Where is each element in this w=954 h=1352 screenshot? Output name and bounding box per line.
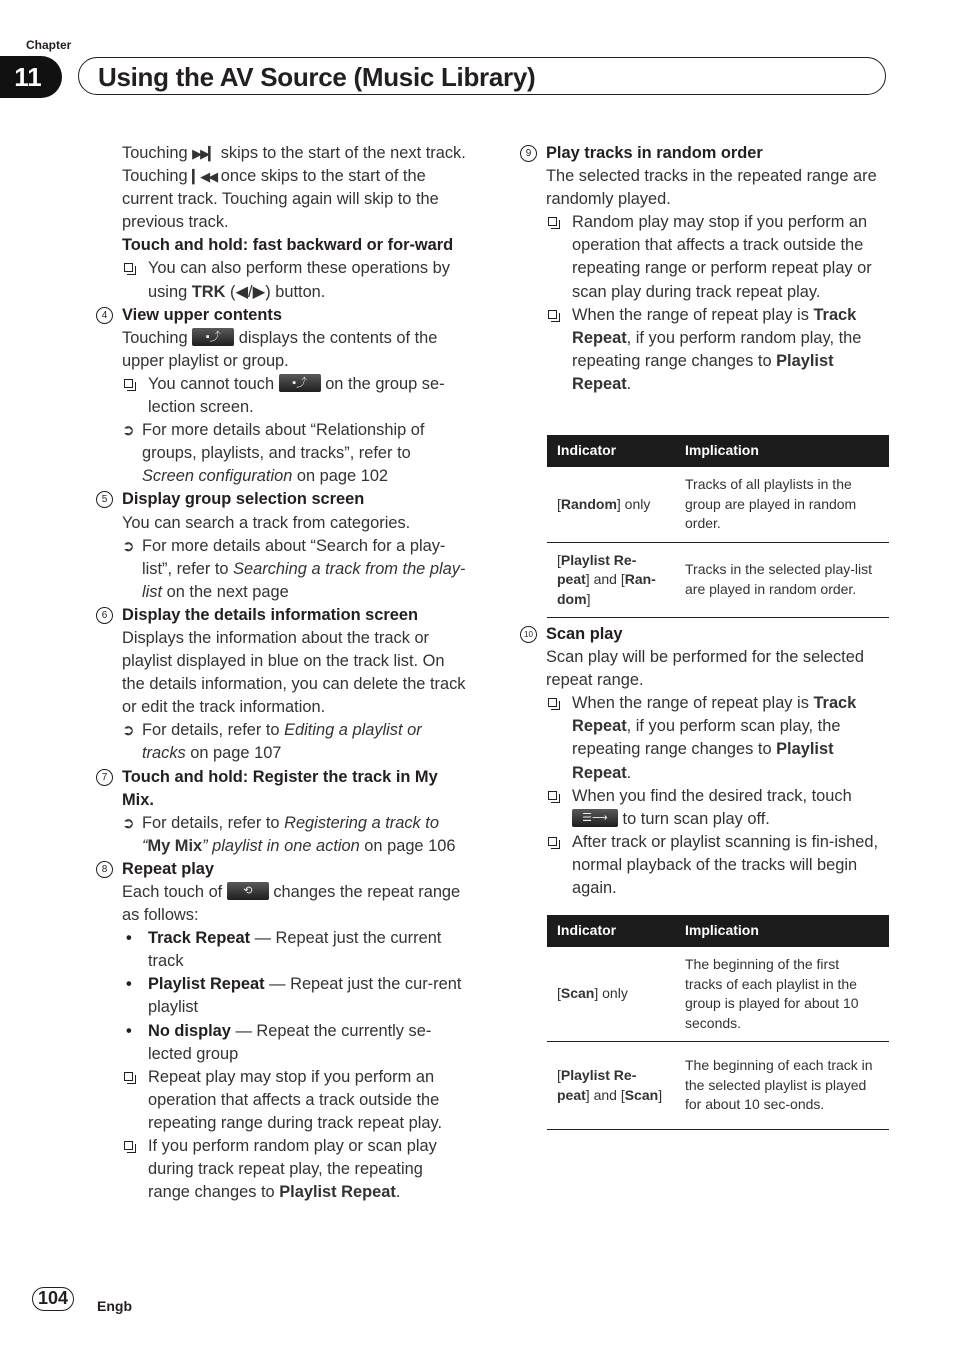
reference-arrow-icon: ➲ bbox=[122, 537, 135, 555]
section-5-reference: ➲ For more details about “Search for a play-list”, refer to Searching a track from the play-list on the next page bbox=[122, 536, 466, 601]
intro-paragraph: Touching ▶▶▎ skips to the start of the next track. Touching ▎◀◀ once skips to the start of the current track. Touching again will skip to the previous track. bbox=[122, 144, 466, 232]
table-cell-implication: Tracks of all playlists in the group are played in random order. bbox=[675, 467, 889, 542]
section-4-text: Touching ▪⤴ displays the contents of the upper playlist or group. bbox=[122, 328, 438, 370]
upper-folder-button-image: ▪⤴ bbox=[192, 328, 234, 346]
table-row bbox=[547, 947, 889, 1042]
section-6-text: Displays the information about the track or playlist displayed in blue on the track list. On the details information, you can delete the track or edit the track information. bbox=[122, 628, 466, 717]
section-4-heading: 4 View upper contents bbox=[96, 304, 466, 327]
section-8-note-2: If you perform random play or scan play during track repeat play, the repeating range changes to Playlist Repeat. bbox=[96, 1135, 466, 1204]
section-9-heading: 9 Play tracks in random order bbox=[520, 142, 890, 165]
section-7-heading: 7 Touch and hold: Register the track in My Mix. bbox=[96, 766, 466, 812]
table-cell-implication: The beginning of each track in the selected playlist is played for about 10 sec-onds. bbox=[675, 1042, 889, 1130]
table-header-row bbox=[547, 435, 889, 467]
next-track-icon: ▶▶▎ bbox=[192, 146, 217, 161]
section-5-text: You can search a track from categories. bbox=[122, 513, 411, 532]
scan-indicator-table bbox=[547, 915, 889, 1130]
note-square-icon bbox=[124, 1141, 133, 1150]
section-10-text: Scan play will be performed for the selected repeat range. bbox=[546, 648, 864, 690]
section-10-heading: 10 Scan play bbox=[520, 623, 890, 646]
right-column-lower bbox=[520, 623, 890, 900]
section-6-heading: 6 Display the details information screen bbox=[96, 604, 466, 627]
section-6-reference: ➲ For details, refer to Editing a playlist or tracks on page 107 bbox=[122, 721, 422, 763]
section-7-reference: ➲ For details, refer to Registering a track to “My Mix” playlist in one action on page 106 bbox=[122, 813, 456, 855]
table-header-row bbox=[547, 915, 889, 947]
hold-note: You can also perform these operations by using TRK (◀/▶) button. bbox=[96, 257, 466, 303]
note-square-icon bbox=[548, 791, 557, 800]
note-square-icon bbox=[124, 379, 133, 388]
hold-heading: Touch and hold: fast backward or for-ward bbox=[122, 236, 454, 255]
page-language: Engb bbox=[97, 1298, 132, 1314]
table-header-implication: Implication bbox=[675, 435, 889, 467]
list-item: • No display — Repeat the currently se-lected group bbox=[126, 1021, 432, 1063]
section-4-reference: ➲ For more details about “Relationship of groups, playlists, and tracks”, refer to Screen configuration on page 102 bbox=[122, 421, 425, 486]
section-10-note-3: After track or playlist scanning is fin-ished, normal playback of the tracks will begin again. bbox=[520, 831, 890, 900]
random-indicator-table bbox=[547, 435, 889, 618]
table-row bbox=[547, 467, 889, 542]
section-9-text: The selected tracks in the repeated range are randomly played. bbox=[546, 167, 877, 209]
upper-folder-button-image: ▪⤴ bbox=[279, 374, 321, 392]
note-square-icon bbox=[548, 217, 557, 226]
chapter-label: Chapter bbox=[26, 38, 72, 52]
prev-track-icon: ▎◀◀ bbox=[192, 169, 217, 185]
note-square-icon bbox=[548, 310, 557, 319]
section-9-note-1: Random play may stop if you perform an operation that affects a track outside the repeating range or perform repeat play or scan play during track repeat play. bbox=[520, 211, 890, 303]
note-square-icon bbox=[548, 698, 557, 707]
note-square-icon bbox=[548, 837, 557, 846]
reference-arrow-icon: ➲ bbox=[122, 422, 135, 440]
reference-arrow-icon: ➲ bbox=[122, 814, 135, 832]
note-square-icon bbox=[124, 1072, 133, 1081]
table-header-implication: Implication bbox=[675, 915, 889, 947]
table-header-indicator: Indicator bbox=[547, 435, 675, 467]
section-10-note-1: When the range of repeat play is Track Repeat, if you perform scan play, the repeating range changes to Playlist Repeat. bbox=[520, 692, 890, 784]
table-cell-indicator: [Random] only bbox=[547, 467, 675, 542]
section-8-note-1: Repeat play may stop if you perform an operation that affects a track outside the repeating range during track repeat play. bbox=[96, 1066, 466, 1135]
repeat-button-image: ⟲ bbox=[227, 882, 269, 900]
table-cell-implication: Tracks in the selected play-list are played in random order. bbox=[675, 542, 889, 618]
table-cell-indicator: [Scan] only bbox=[547, 947, 675, 1042]
right-column bbox=[520, 142, 890, 396]
table-header-indicator: Indicator bbox=[547, 915, 675, 947]
scan-button-image: ☰⟶ bbox=[572, 809, 618, 827]
section-10-note-2: When you find the desired track, touch ☰⟶ to turn scan play off. bbox=[520, 785, 890, 831]
table-cell-implication: The beginning of the first tracks of each playlist in the group is played for about 10 seconds. bbox=[675, 947, 889, 1042]
left-column bbox=[96, 142, 466, 1204]
note-square-icon bbox=[124, 263, 133, 272]
list-item: • Track Repeat — Repeat just the current track bbox=[126, 929, 442, 971]
table-cell-indicator: [Playlist Re-peat] and [Scan] bbox=[547, 1042, 675, 1130]
table-row bbox=[547, 1042, 889, 1130]
chapter-number-badge: 11 bbox=[0, 56, 62, 98]
page-title: Using the AV Source (Music Library) bbox=[98, 62, 536, 92]
section-4-note: You cannot touch ▪⤴ on the group se-lection screen. bbox=[96, 373, 466, 419]
page-number: 104 bbox=[32, 1287, 74, 1311]
section-9-note-2: When the range of repeat play is Track Repeat, if you perform random play, the repeating range changes to Playlist Repeat. bbox=[520, 304, 890, 396]
reference-arrow-icon: ➲ bbox=[122, 722, 135, 740]
section-8-heading: 8 Repeat play bbox=[96, 858, 466, 881]
table-cell-indicator: [Playlist Re-peat] and [Ran-dom] bbox=[547, 542, 675, 618]
section-8-text: Each touch of ⟲ changes the repeat range as follows: bbox=[122, 883, 461, 925]
list-item: • Playlist Repeat — Repeat just the cur-rent playlist bbox=[126, 975, 462, 1017]
table-row bbox=[547, 542, 889, 618]
section-5-heading: 5 Display group selection screen bbox=[96, 488, 466, 511]
